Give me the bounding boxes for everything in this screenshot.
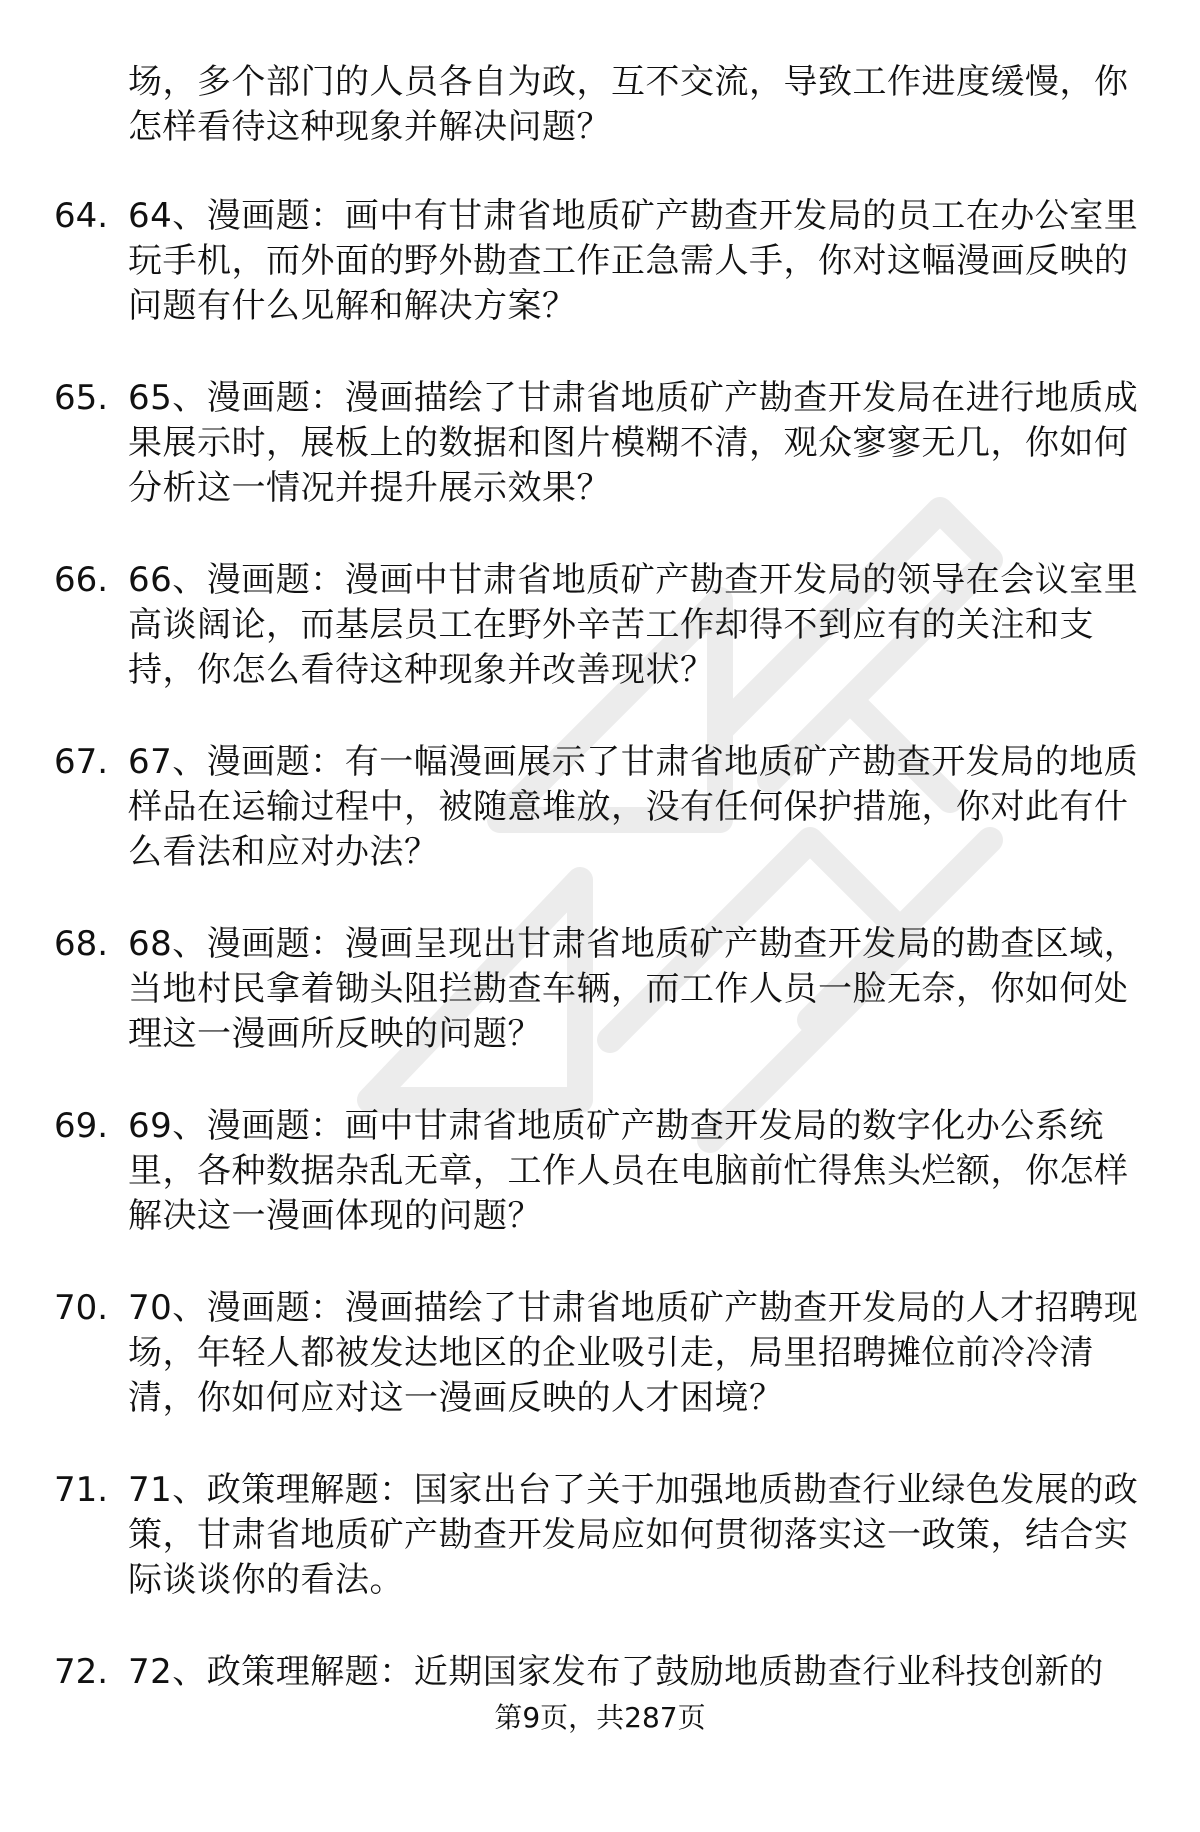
question-number: 65. bbox=[54, 378, 109, 418]
question-item bbox=[0, 1468, 1200, 1650]
question-text: 67、漫画题：有一幅漫画展示了甘肃省地质矿产勘查开发局的地质样品在运输过程中，被随意堆放，没有任何保护措施，你对此有什么看法和应对办法？ bbox=[128, 742, 1139, 872]
question-text: 64、漫画题：画中有甘肃省地质矿产勘查开发局的员工在办公室里玩手机，而外面的野外勘查工作正急需人手，你对这幅漫画反映的问题有什么见解和解决方案？ bbox=[128, 196, 1139, 326]
question-text: 69、漫画题：画中甘肃省地质矿产勘查开发局的数字化办公系统里，各种数据杂乱无章，工作人员在电脑前忙得焦头烂额，你怎样解决这一漫画体现的问题？ bbox=[128, 1106, 1129, 1236]
question-number: 66. bbox=[54, 560, 109, 600]
question-item bbox=[0, 740, 1200, 922]
question-item bbox=[0, 1104, 1200, 1286]
question-list bbox=[0, 194, 1200, 1832]
question-number: 72. bbox=[54, 1652, 109, 1692]
question-number: 67. bbox=[54, 742, 109, 782]
question-item bbox=[0, 376, 1200, 558]
question-text: 65、漫画题：漫画描绘了甘肃省地质矿产勘查开发局在进行地质成果展示时，展板上的数据和图片模糊不清，观众寥寥无几，你如何分析这一情况并提升展示效果？ bbox=[128, 378, 1139, 508]
question-number: 71. bbox=[54, 1470, 109, 1510]
question-number: 69. bbox=[54, 1106, 109, 1146]
question-item bbox=[0, 194, 1200, 376]
question-text: 70、漫画题：漫画描绘了甘肃省地质矿产勘查开发局的人才招聘现场，年轻人都被发达地区的企业吸引走，局里招聘摊位前冷冷清清，你如何应对这一漫画反映的人才困境？ bbox=[128, 1288, 1139, 1418]
question-item bbox=[0, 922, 1200, 1104]
page-footer: 第9页，共287页 bbox=[494, 1701, 706, 1734]
question-number: 68. bbox=[54, 924, 109, 964]
question-text: 66、漫画题：漫画中甘肃省地质矿产勘查开发局的领导在会议室里高谈阔论，而基层员工在野外辛苦工作却得不到应有的关注和支持，你怎么看待这种现象并改善现状？ bbox=[128, 560, 1139, 690]
question-text: 72、政策理解题：近期国家发布了鼓励地质勘查行业科技创新的 bbox=[128, 1652, 1104, 1692]
question-number: 70. bbox=[54, 1288, 109, 1328]
question-item bbox=[0, 1650, 1200, 1832]
question-number: 64. bbox=[54, 196, 109, 236]
question-item bbox=[0, 1286, 1200, 1468]
question-item bbox=[0, 558, 1200, 740]
question-text: 71、政策理解题：国家出台了关于加强地质勘查行业绿色发展的政策，甘肃省地质矿产勘查开发局应如何贯彻落实这一政策，结合实际谈谈你的看法。 bbox=[128, 1470, 1139, 1600]
continuation-paragraph: 场，多个部门的人员各自为政，互不交流，导致工作进度缓慢，你怎样看待这种现象并解决问题？ bbox=[128, 62, 1129, 147]
question-text: 68、漫画题：漫画呈现出甘肃省地质矿产勘查开发局的勘查区域，当地村民拿着锄头阻拦勘查车辆，而工作人员一脸无奈，你如何处理这一漫画所反映的问题？ bbox=[128, 924, 1139, 1054]
